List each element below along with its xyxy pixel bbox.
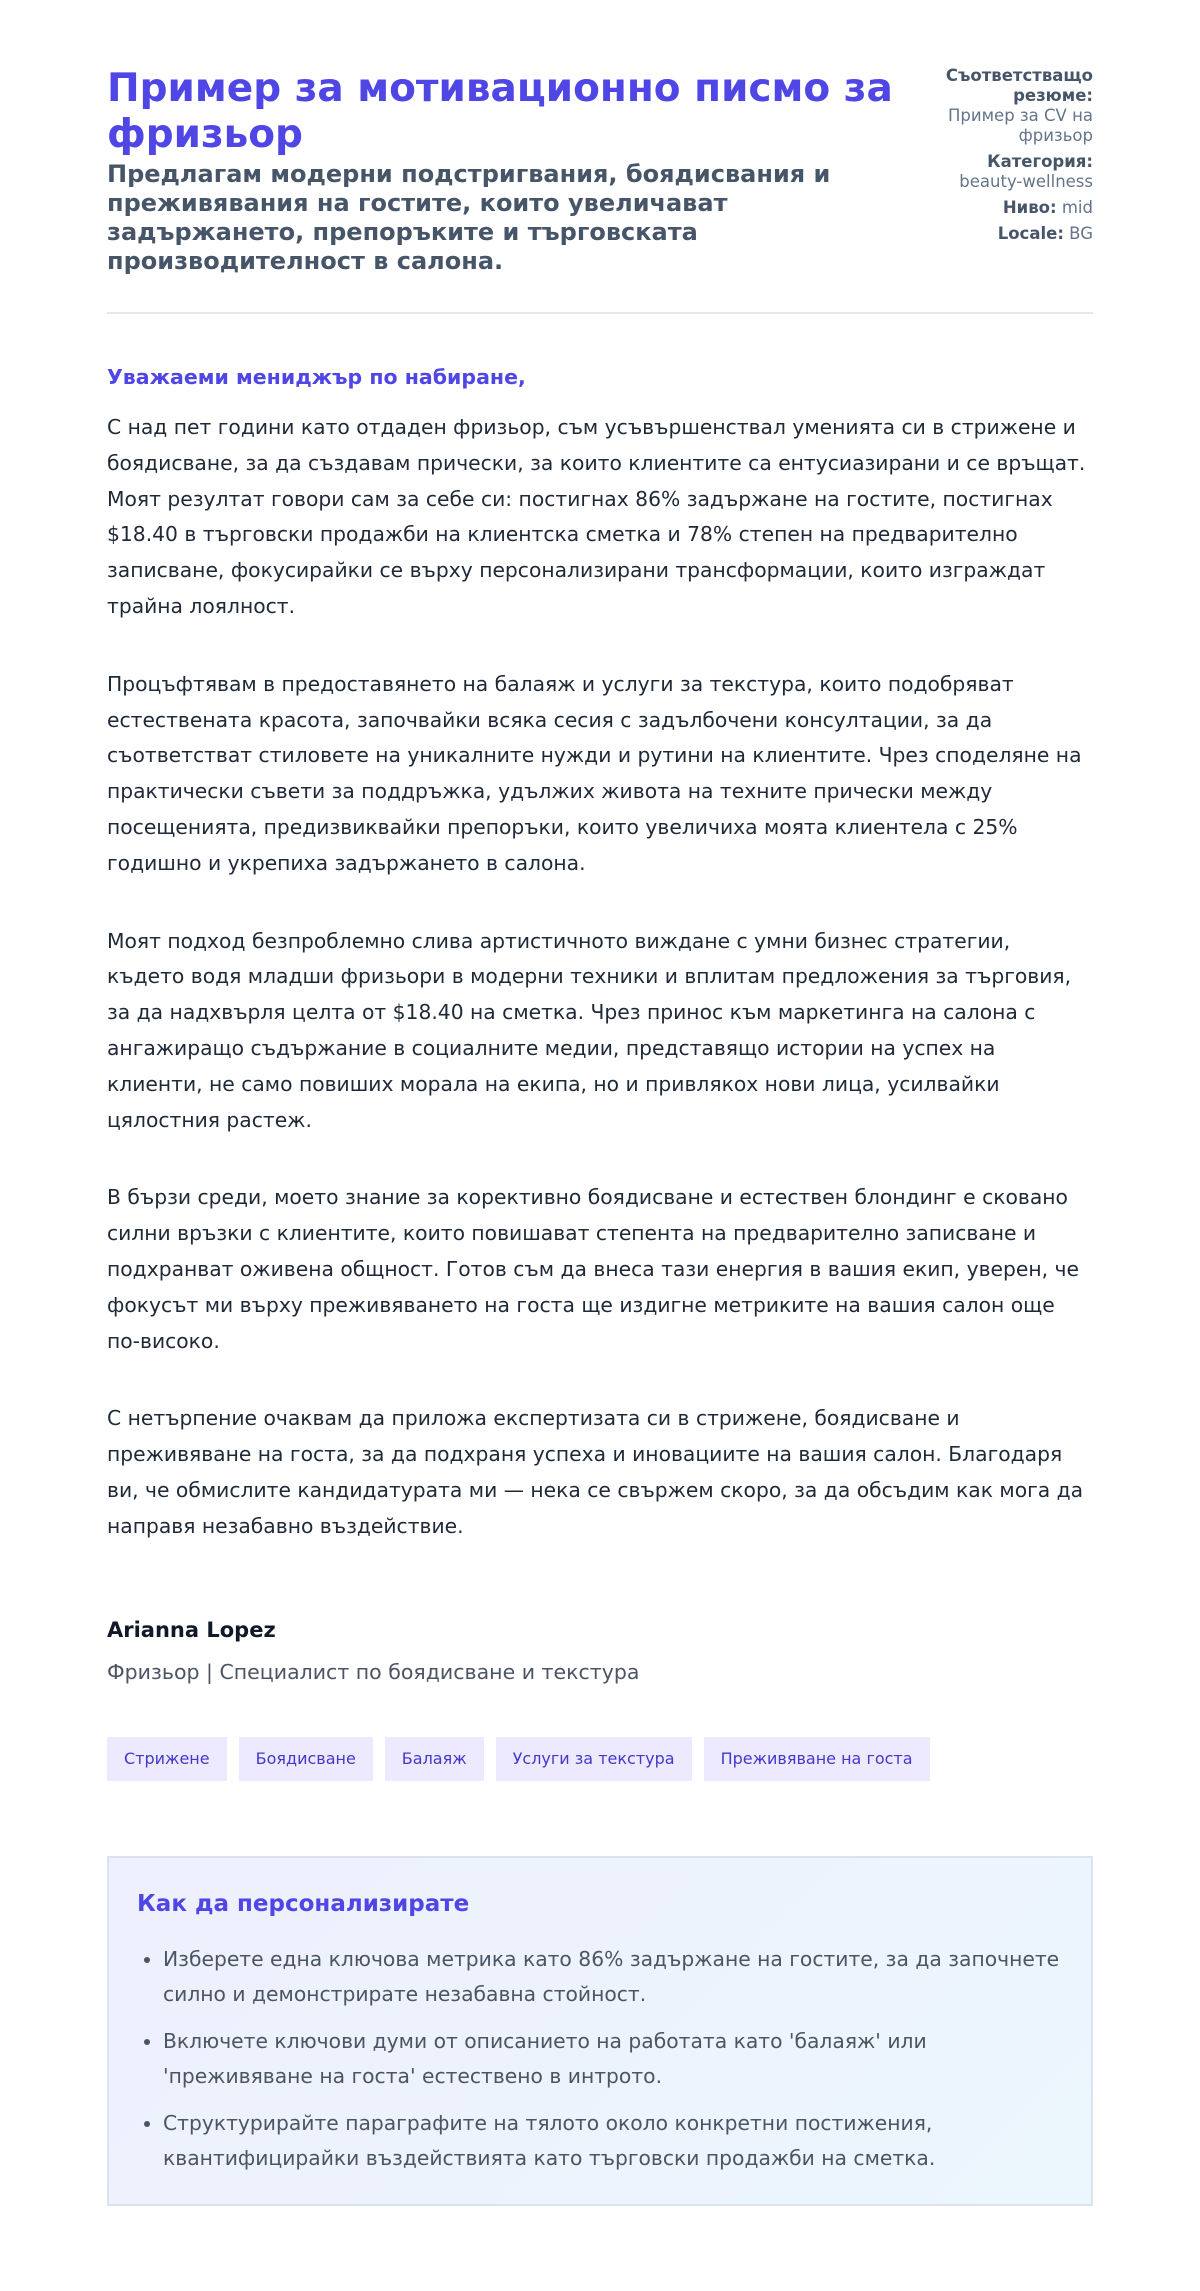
meta-resume-value[interactable]: Пример за CV на фризьор bbox=[947, 106, 1093, 145]
letter-paragraph: С над пет години като отдаден фризьор, съм усъвършенствал уменията си в стрижене и боядисване, за да създавам прически, за които клиентите са ентусиазирани и се връщат. Моят резултат говори сам за себе си: постигнах 86% задържане на гостите, постигнах $18.40 в търговски продажби на клиентска сметка и 78% степен на предварително записване, фокусирайки се върху персонализирани трансформации, които изграждат трайна лоялност. bbox=[107, 415, 1086, 618]
letter-greeting: Уважаеми мениджър по набиране, bbox=[107, 365, 526, 389]
customization-tips bbox=[107, 1856, 1093, 2206]
page-title: Пример за мотивационно писмо за фризьор bbox=[107, 66, 893, 157]
tips-title: Как да персонализирате bbox=[137, 1890, 470, 1917]
meta-locale-label: Locale: bbox=[997, 224, 1064, 243]
meta-level-value: mid bbox=[1061, 198, 1093, 217]
tag: Балаяж bbox=[385, 1737, 484, 1781]
tag: Преживяване на госта bbox=[704, 1737, 930, 1781]
meta-category-label: Категория: bbox=[987, 152, 1093, 171]
tip-item: • Включете ключови думи от описанието на работата като 'балаяж' или 'преживяване на госта' естествено в интрото. bbox=[163, 2024, 1063, 2094]
letter-paragraph: С нетърпение очаквам да приложа експертизата си в стрижене, боядисване и преживяване на госта, за да подхраня успеха и иновациите на вашия салон. Благодаря ви, че обмислите кандидатурата ми — нека се свържем скоро, за да обсъдим как мога да направя незабавно въздействие. bbox=[107, 1406, 1084, 1538]
signature-title: Фризьор | Специалист по боядисване и текстура bbox=[107, 1659, 640, 1684]
signature-name: Arianna Lopez bbox=[107, 1617, 276, 1642]
header-titles bbox=[107, 66, 918, 276]
meta-category bbox=[918, 152, 1093, 192]
meta-level bbox=[918, 198, 1093, 218]
meta-resume-label: Съответстващо резюме: bbox=[945, 66, 1093, 105]
letter-paragraph: Моят подход безпроблемно слива артистичното виждане с умни бизнес стратегии, където водя младши фризьори в модерни техники и вплитам предложения за търговия, за да надхвърля целта от $18.40 на сметка. Чрез принос към маркетинга на салона с ангажиращо съдържание в социалните медии, представящо истории на успех на клиенти, не само повиших морала на екипа, но и привлякох нови лица, усилвайки цялостния растеж. bbox=[107, 928, 1072, 1132]
tip-item: • Структурирайте параграфите на тялото около конкретни постижения, квантифицирайки въздействията като търговски продажби на сметка. bbox=[163, 2106, 1063, 2176]
header bbox=[107, 66, 1093, 276]
meta-locale bbox=[918, 224, 1093, 244]
letter-body bbox=[107, 410, 1093, 1545]
tag: Боядисване bbox=[239, 1737, 373, 1781]
tag: Стрижене bbox=[107, 1737, 227, 1781]
page-subtitle: Предлагам модерни подстригвания, боядисвания и преживявания на гостите, които увеличават задържането, препоръките и търговската производителност в салона. bbox=[107, 160, 831, 275]
tip-item: • Изберете една ключова метрика като 86% задържане на гостите, за да започнете силно и демонстрирате незабавна стойност. bbox=[163, 1942, 1063, 2012]
letter-paragraph: В бързи среди, моето знание за корективно боядисване и естествен блондинг е сковано силни връзки с клиентите, които повишават степента на предварително записване и подхранват оживена общност. Готов съм да внеса тази енергия в вашия екип, уверен, че фокусът ми върху преживяването на госта ще издигне метриките на вашия салон още по-високо. bbox=[107, 1185, 1079, 1353]
meta-locale-value: BG bbox=[1069, 224, 1093, 243]
meta-resume bbox=[918, 66, 1093, 146]
skill-tags bbox=[107, 1737, 1093, 1781]
meta-category-value: beauty-wellness bbox=[959, 172, 1093, 191]
meta-level-label: Ниво: bbox=[1002, 198, 1057, 217]
meta-panel bbox=[918, 66, 1093, 250]
tips-list bbox=[137, 1942, 1063, 2176]
tag: Услуги за текстура bbox=[496, 1737, 692, 1781]
signature bbox=[107, 1615, 1093, 1687]
letter-paragraph: Процъфтявам в предоставянето на балаяж и услуги за текстура, които подобряват естествената красота, започвайки всяка сесия с задълбочени консултации, за да съответстват стиловете на уникалните нужди и рутини на клиентите. Чрез споделяне на практически съвети за поддръжка, удължих живота на техните прически между посещенията, предизвиквайки препоръки, които увеличиха моята клиентела с 25% годишно и укрепиха задържането в салона. bbox=[107, 671, 1082, 875]
divider bbox=[107, 312, 1093, 314]
